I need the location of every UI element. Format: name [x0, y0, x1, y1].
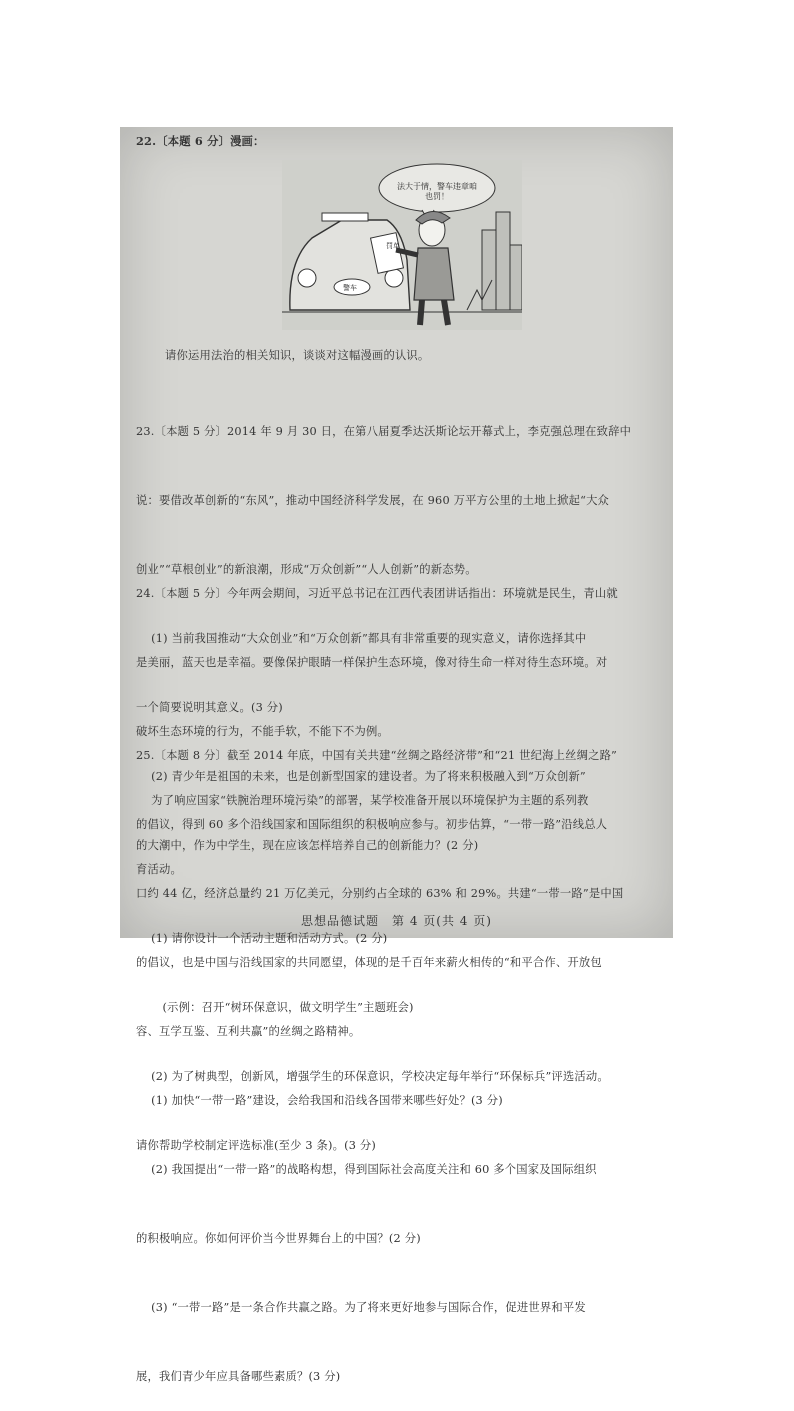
page-footer: 思想品德试题 第 4 页(共 4 页) [301, 914, 492, 928]
q25-line: 的倡议，得到 60 多个沿线国家和国际组织的积极响应参与。初步估算，“一带一路”沿线总人 [136, 818, 608, 831]
cartoon-police-car-text: 警车 [343, 284, 357, 292]
q25-line: 容、互学互鉴、互利共赢”的丝绸之路精神。 [136, 1025, 361, 1038]
q25-block [136, 698, 660, 1411]
q25-line: 口约 44 亿，经济总量约 21 万亿美元，分别约占全球的 63% 和 29%。共建“一带一路”是中国 [136, 887, 624, 900]
q25-line: 的倡议，也是中国与沿线国家的共同愿望，体现的是千百年来薪火相传的“和平合作、开放包 [136, 956, 602, 969]
q25-line: (2) 我国提出“一带一路”的战略构想，得到国际社会高度关注和 60 多个国家及国际组织 [136, 1163, 597, 1176]
q24-line: 为了响应国家“铁腕治理环境污染”的部署，某学校准备开展以环境保护为主题的系列教 [136, 794, 589, 807]
q23-line: (2) 青少年是祖国的未来，也是创新型国家的建设者。为了将来积极融入到“万众创新” [136, 770, 586, 783]
q25-line: 25.〔本题 8 分〕截至 2014 年底，中国有关共建“丝绸之路经济带”和“21 世纪海上丝绸之路” [136, 749, 618, 762]
q22-prompt: 请你运用法治的相关知识，谈谈对这幅漫画的认识。 [165, 349, 430, 362]
q24-line: 24.〔本题 5 分〕今年两会期间，习近平总书记在江西代表团讲话指出：环境就是民生，青山就 [136, 587, 618, 600]
q23-line: 一个简要说明其意义。(3 分) [136, 701, 283, 714]
q23-line: (1) 当前我国推动“大众创业”和“万众创新”都具有非常重要的现实意义，请你选择其中 [136, 632, 587, 645]
q25-line: 展，我们青少年应具备哪些素质？(3 分) [136, 1370, 341, 1383]
q24-line: (2) 为了树典型，创新风，增强学生的环保意识，学校决定每年举行“环保标兵”评选活动。 [136, 1070, 609, 1083]
q24-line: 破坏生态环境的行为，不能手软，不能下不为例。 [136, 725, 389, 738]
q24-line: 是美丽，蓝天也是幸福。要像保护眼睛一样保护生态环境，像对待生命一样对待生态环境。对 [136, 656, 608, 669]
q24-line: 请你帮助学校制定评选标准(至少 3 条)。(3 分) [136, 1139, 377, 1152]
q23-line: 23.〔本题 5 分〕2014 年 9 月 30 日，在第八届夏季达沃斯论坛开幕式上，李克强总理在致辞中 [136, 425, 632, 438]
q23-line: 说：要借改革创新的“东风”，推动中国经济科学发展，在 960 万平方公里的土地上掀起“大众 [136, 494, 610, 507]
cartoon-bubble-text: 法大于情，警车违章咱也罚！ [397, 182, 477, 201]
q24-line: (1) 请你设计一个活动主题和活动方式。(2 分) [136, 932, 388, 945]
q24-line: 育活动。 [136, 863, 182, 876]
q22-header: 22.〔本题 6 分〕漫画： [136, 134, 265, 148]
q24-line: (示例：召开“树环保意识，做文明学生”主题班会) [136, 1001, 414, 1014]
q23-line: 创业”“草根创业”的新浪潮，形成“万众创新”“人人创新”的新态势。 [136, 563, 477, 576]
q25-line: (1) 加快“一带一路”建设，会给我国和沿线各国带来哪些好处？(3 分) [136, 1094, 503, 1107]
q23-line: 的大潮中，作为中学生，现在应该怎样培养自己的创新能力？(2 分) [136, 839, 479, 852]
q25-line: (3) “一带一路”是一条合作共赢之路。为了将来更好地参与国际合作，促进世界和平发 [136, 1301, 586, 1314]
cartoon-sign-text: 罚单 [386, 242, 400, 250]
q25-line: 的积极响应。你如何评价当今世界舞台上的中国？(2 分) [136, 1232, 421, 1245]
